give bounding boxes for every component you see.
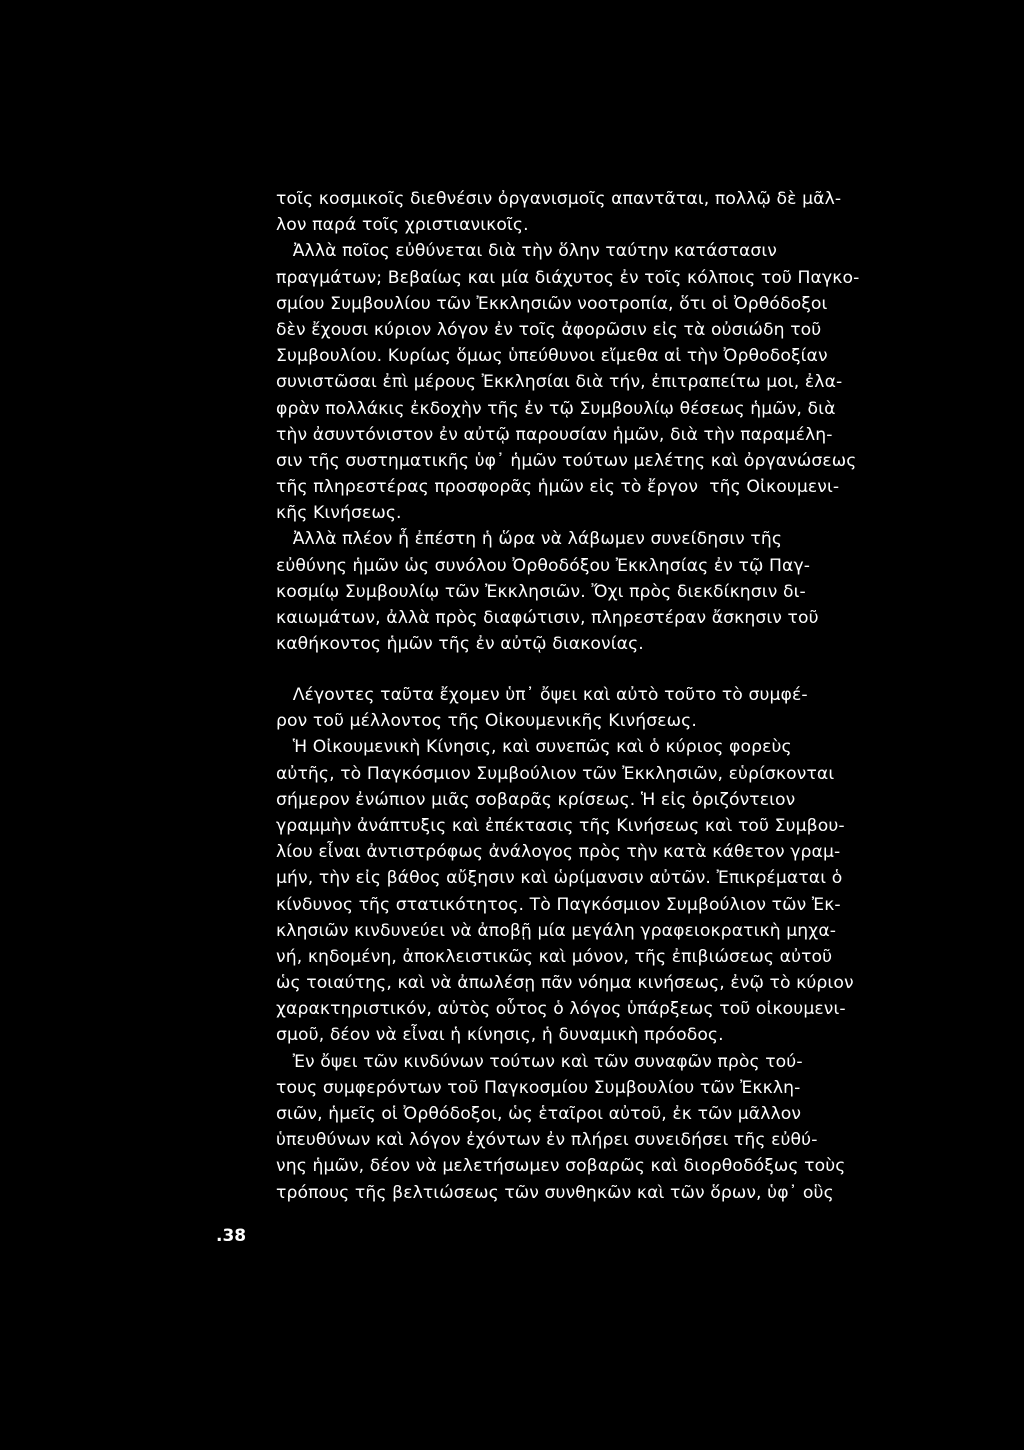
- text-line: κλησιῶν κινδυνεύει νὰ ἀποβῇ μία μεγάλη γραφειοκρατικὴ μηχα-: [276, 920, 837, 941]
- text-line: καθήκοντος ἡμῶν τῆς ἐν αὐτῷ διακονίας.: [276, 634, 644, 655]
- text-line: ρον τοῦ μέλλοντος τῆς Οἰκουμενικῆς Κινήσεως.: [276, 711, 697, 732]
- text-line: συνιστῶσαι ἐπὶ μέρους Ἐκκλησίαι διὰ τήν, ἐπιτραπείτω μοι, ἐλα-: [276, 372, 843, 393]
- page-number: .38: [216, 1226, 247, 1246]
- text-line: Ἀλλὰ ποῖος εὐθύνεται διὰ τὴν ὅλην ταύτην κατάστασιν: [276, 241, 777, 262]
- text-line: πραγμάτων; Βεβαίως και μία διάχυτος ἐν τοῖς κόλποις τοῦ Παγκο-: [276, 267, 860, 288]
- text-line: εὐθύνης ἡμῶν ὡς συνόλου Ὀρθοδόξου Ἐκκλησίας ἐν τῷ Παγ-: [276, 555, 811, 576]
- text-line: χαρακτηριστικόν, αὐτὸς οὗτος ὁ λόγος ὑπάρξεως τοῦ οἰκουμενι-: [276, 999, 846, 1020]
- text-line: ὑπευθύνων καὶ λόγον ἐχόντων ἐν πλήρει συνειδήσει τῆς εὐθύ-: [276, 1130, 818, 1151]
- text-line: σιῶν, ἡμεῖς οἱ Ὀρθόδοξοι, ὡς ἑταῖροι αὐτοῦ, ἐκ τῶν μᾶλλον: [276, 1104, 802, 1124]
- text-line: κοσμίῳ Συμβουλίῳ τῶν Ἐκκλησιῶν. Ὄχι πρὸς διεκδίκησιν δι-: [276, 581, 806, 602]
- text-line: λον παρά τοῖς χριστιανικοῖς.: [276, 215, 529, 236]
- text-line: τους συμφερόντων τοῦ Παγκοσμίου Συμβουλίου τῶν Ἐκκλη-: [276, 1077, 801, 1098]
- text-line: κίνδυνος τῆς στατικότητος. Τὸ Παγκόσμιον Συμβούλιον τῶν Ἐκ-: [276, 894, 841, 915]
- text-line: τοῖς κοσμικοῖς διεθνέσιν ὀργανισμοῖς απαντᾶται, πολλῷ δὲ μᾶλ-: [276, 189, 842, 209]
- text-line: Ἡ Οἰκουμενικὴ Κίνησις, καὶ συνεπῶς καὶ ὁ κύριος φορεὺς: [276, 737, 792, 758]
- text-line: κῆς Κινήσεως.: [276, 503, 402, 524]
- text-line: σήμερον ἐνώπιον μιᾶς σοβαρᾶς κρίσεως. Ἡ εἰς ὁριζόντειον: [276, 789, 796, 810]
- text-line: μήν, τὴν εἰς βάθος αὔξησιν καὶ ὡρίμανσιν αὐτῶν. Ἐπικρέμαται ὁ: [276, 868, 843, 889]
- text-line: Συμβουλίου. Κυρίως ὅμως ὑπεύθυνοι εἴμεθα αἱ τὴν Ὀρθοδοξίαν: [276, 346, 828, 367]
- text-line: Ἐν ὄψει τῶν κινδύνων τούτων καὶ τῶν συναφῶν πρὸς τού-: [276, 1051, 803, 1072]
- text-line: σμίου Συμβουλίου τῶν Ἐκκλησιῶν νοοτροπία, ὅτι οἱ Ὀρθόδοξοι: [276, 293, 828, 314]
- text-line: αὐτῆς, τὸ Παγκόσμιον Συμβούλιον τῶν Ἐκκλησιῶν, εὑρίσκονται: [276, 763, 835, 784]
- text-line: σιν τῆς συστηματικῆς ὑφ᾽ ἡμῶν τούτων μελέτης καὶ ὀργανώσεως: [276, 450, 857, 471]
- text-line: Ἀλλὰ πλέον ἦ ἐπέστη ἡ ὥρα νὰ λάβωμεν συνείδησιν τῆς: [276, 529, 783, 550]
- text-line: λίου εἶναι ἀντιστρόφως ἀνάλογος πρὸς τὴν κατὰ κάθετον γραμ-: [276, 842, 841, 863]
- text-line: γραμμὴν ἀνάπτυξις καὶ ἐπέκτασις τῆς Κινήσεως καὶ τοῦ Συμβου-: [276, 815, 845, 836]
- text-line: δὲν ἔχουσι κύριον λόγον ἐν τοῖς ἀφορῶσιν εἰς τὰ οὐσιώδη τοῦ: [276, 319, 822, 340]
- text-line: νή, κηδομένη, ἀποκλειστικῶς καὶ μόνον, τῆς ἐπιβιώσεως αὐτοῦ: [276, 946, 833, 967]
- text-line: τῆς πληρεστέρας προσφορᾶς ἡμῶν εἰς τὸ ἔργον τῆς Οἰκουμενι-: [276, 477, 840, 498]
- text-block-upper: [276, 186, 896, 657]
- text-line: νης ἡμῶν, δέον νὰ μελετήσωμεν σοβαρῶς καὶ διορθοδόξως τοὺς: [276, 1156, 846, 1177]
- text-line: φρὰν πολλάκις ἐκδοχὴν τῆς ἐν τῷ Συμβουλίῳ θέσεως ἡμῶν, διὰ: [276, 398, 836, 419]
- text-line: Λέγοντες ταῦτα ἔχομεν ὑπ᾽ ὄψει καὶ αὐτὸ τοῦτο τὸ συμφέ-: [276, 685, 808, 705]
- text-line: ὡς τοιαύτης, καὶ νὰ ἀπωλέσῃ πᾶν νόημα κινήσεως, ἐνῷ τὸ κύριον: [276, 973, 854, 994]
- text-line: καιωμάτων, ἀλλὰ πρὸς διαφώτισιν, πληρεστέραν ἄσκησιν τοῦ: [276, 608, 819, 628]
- text-line: σμοῦ, δέον νὰ εἶναι ἡ κίνησις, ἡ δυναμικὴ πρόοδος.: [276, 1025, 724, 1046]
- text-line: τὴν ἀσυντόνιστον ἐν αὐτῷ παρουσίαν ἡμῶν, διὰ τὴν παραμέλη-: [276, 424, 833, 445]
- text-block-lower: [276, 682, 896, 1206]
- text-line: τρόπους τῆς βελτιώσεως τῶν συνθηκῶν καὶ τῶν ὅρων, ὑφ᾽ οὓς: [276, 1182, 834, 1203]
